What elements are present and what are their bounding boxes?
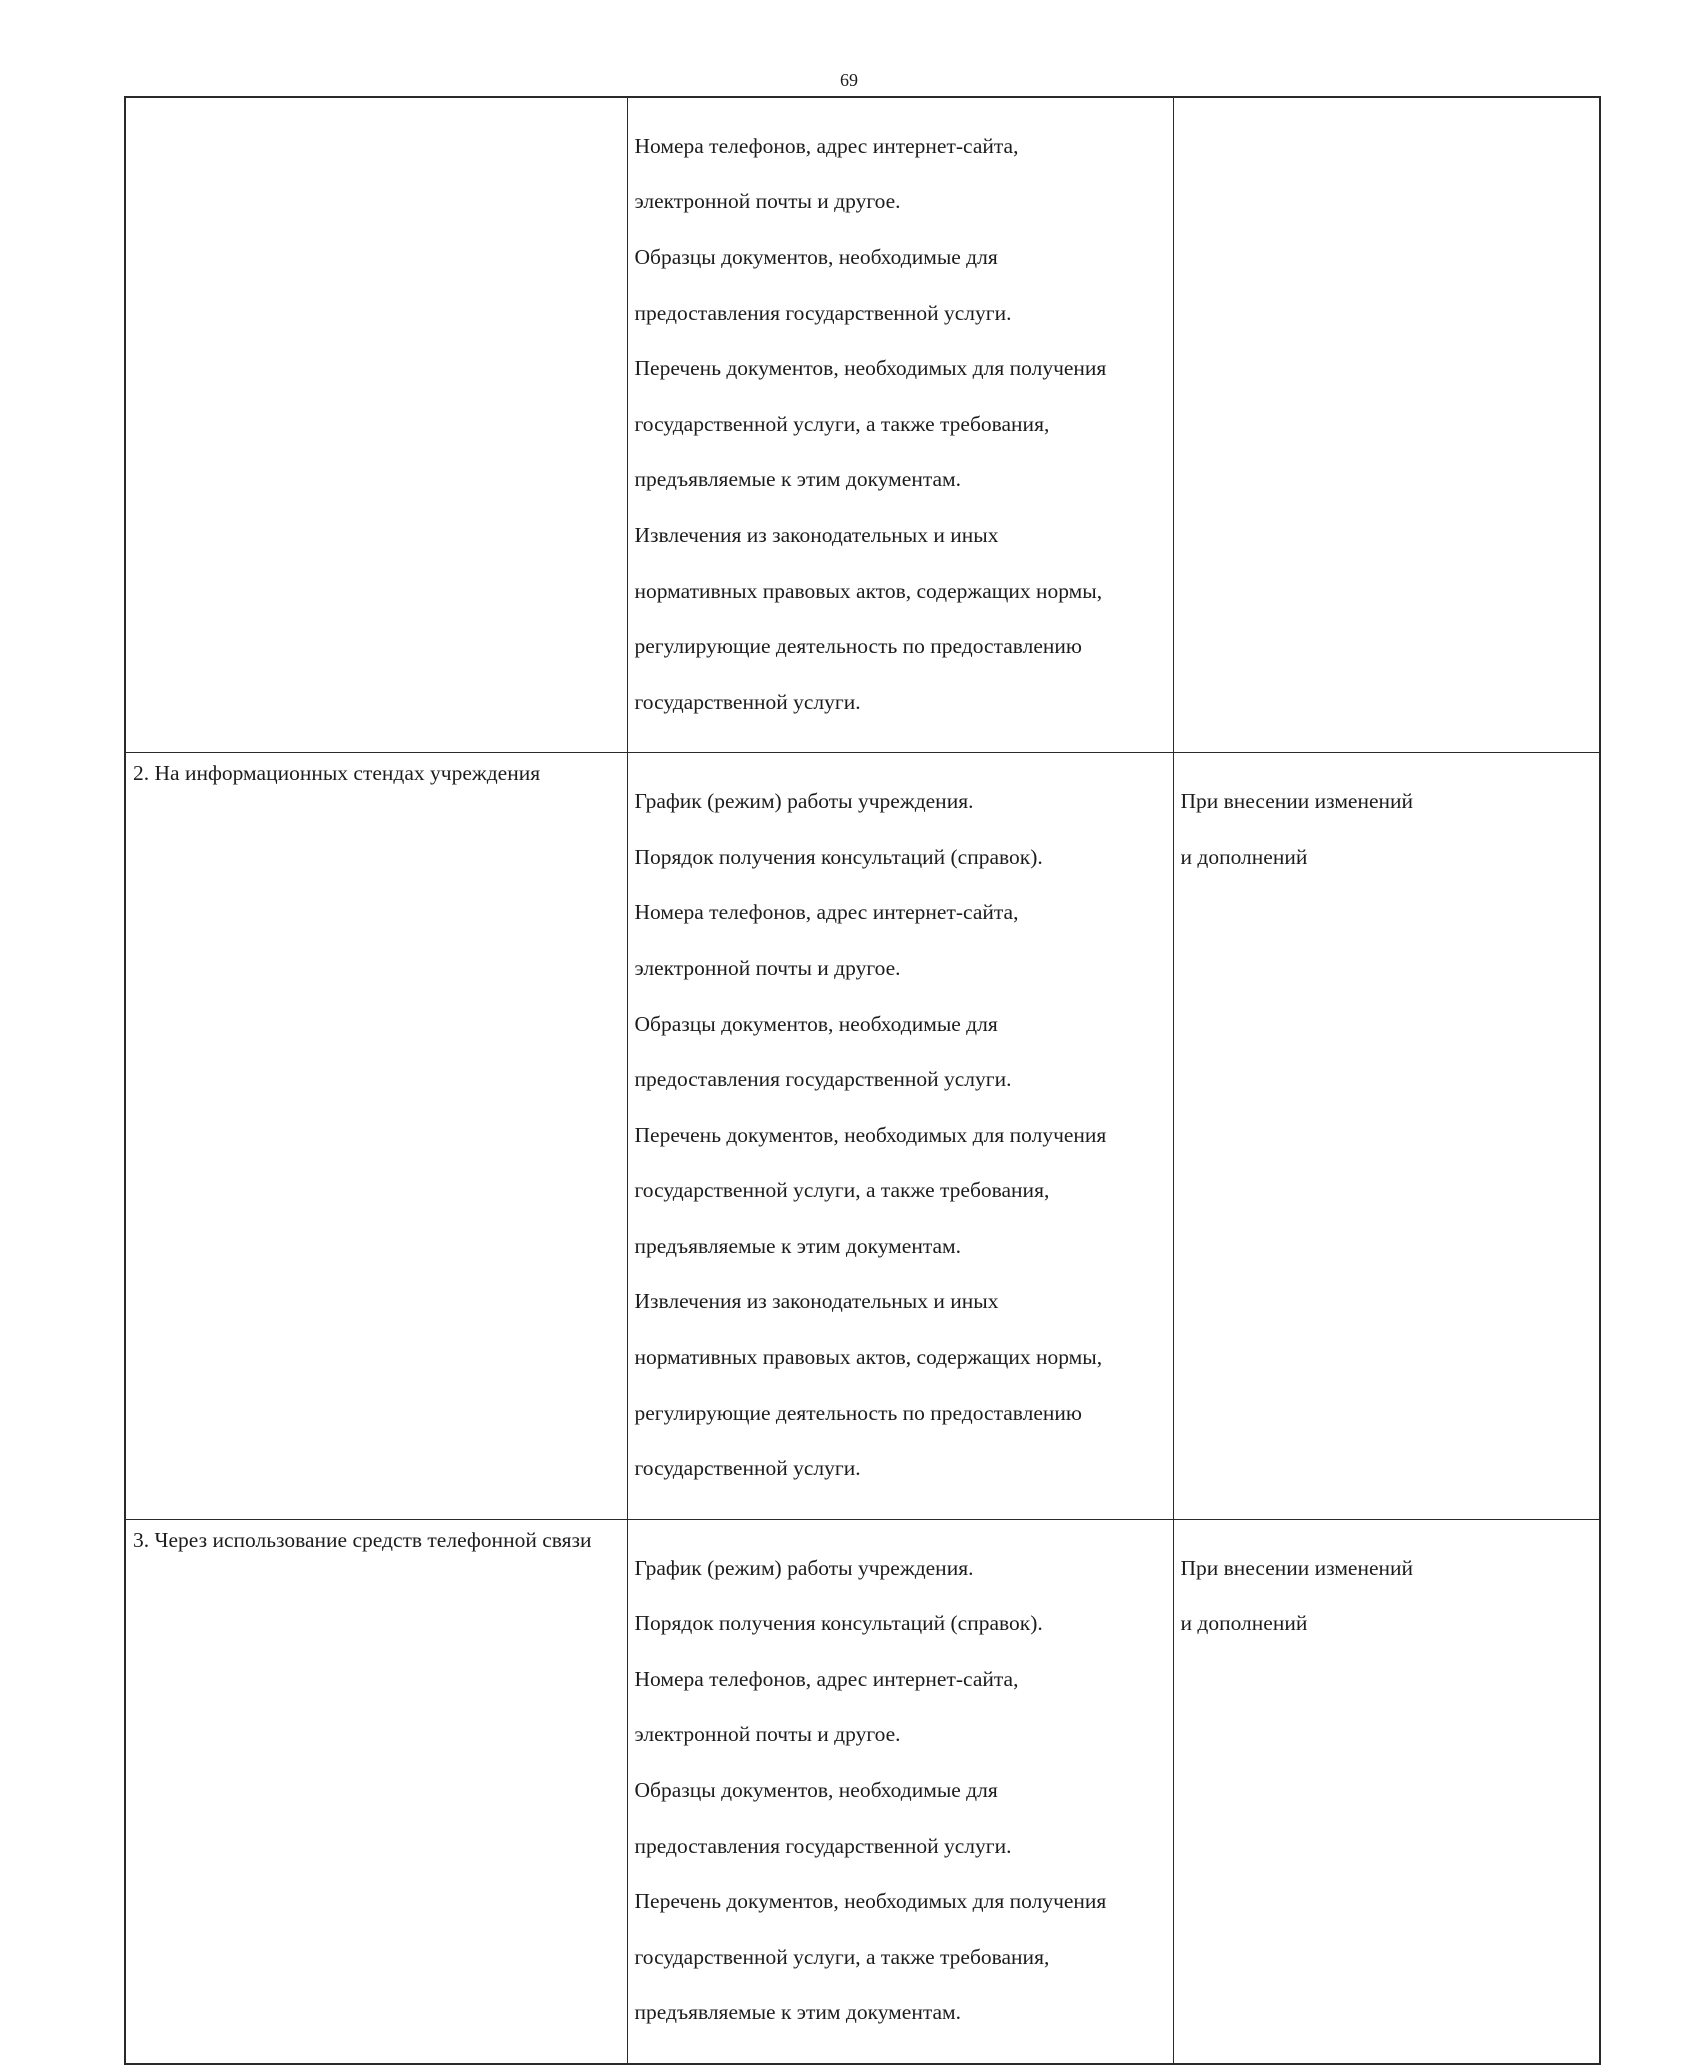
- content-line: График (режим) работы учреждения.: [634, 789, 974, 814]
- content-line: государственной услуги, а также требования,: [634, 1944, 1050, 1969]
- content-line: предоставления государственной услуги.: [634, 300, 1012, 325]
- content-cell: [627, 753, 1173, 1520]
- content-line: Перечень документов, необходимых для получения: [634, 356, 1107, 381]
- content-cell: [627, 1519, 1173, 2064]
- content-line: Перечень документов, необходимых для получения: [634, 1889, 1107, 1914]
- content-cell: [627, 97, 1173, 753]
- update-line: При внесении изменений: [1180, 789, 1414, 814]
- content-line: государственной услуги.: [634, 1456, 861, 1481]
- page-number: 69: [840, 70, 858, 90]
- content-line: Номера телефонов, адрес интернет-сайта,: [634, 900, 1019, 925]
- update-cell: [1173, 97, 1600, 753]
- table-row: [125, 753, 1600, 1520]
- method-cell: [125, 97, 627, 753]
- content-line: Порядок получения консультаций (справок).: [634, 1611, 1043, 1636]
- table-body: [125, 97, 1600, 2064]
- content-line: государственной услуги, а также требования,: [634, 411, 1050, 436]
- table-row: [125, 97, 1600, 753]
- content-line: нормативных правовых актов, содержащих нормы,: [634, 1345, 1103, 1370]
- content-line: Образцы документов, необходимые для: [634, 1011, 998, 1036]
- content-line: Образцы документов, необходимые для: [634, 244, 998, 269]
- content-line: государственной услуги, а также требования,: [634, 1178, 1050, 1203]
- update-cell: [1173, 753, 1600, 1520]
- content-line: регулирующие деятельность по предоставлению: [634, 1400, 1082, 1425]
- update-line: При внесении изменений: [1180, 1555, 1414, 1580]
- content-line: Образцы документов, необходимые для: [634, 1778, 998, 1803]
- content-line: электронной почты и другое.: [634, 1722, 901, 1747]
- content-line: Перечень документов, необходимых для получения: [634, 1122, 1107, 1147]
- content-line: Извлечения из законодательных и иных: [634, 1289, 999, 1314]
- content-line: нормативных правовых актов, содержащих нормы,: [634, 578, 1103, 603]
- content-line: предъявляемые к этим документам.: [634, 2000, 962, 2025]
- table-row: [125, 1519, 1600, 2064]
- content-line: государственной услуги.: [634, 689, 861, 714]
- content-line: Номера телефонов, адрес интернет-сайта,: [634, 133, 1019, 158]
- content-line: регулирующие деятельность по предоставлению: [634, 634, 1082, 659]
- update-cell: [1173, 1519, 1600, 2064]
- content-line: предоставления государственной услуги.: [634, 1833, 1012, 1858]
- content-line: предъявляемые к этим документам.: [634, 467, 962, 492]
- method-cell: 2. На информационных стендах учреждения: [125, 753, 627, 1520]
- content-line: предоставления государственной услуги.: [634, 1067, 1012, 1092]
- content-line: Номера телефонов, адрес интернет-сайта,: [634, 1666, 1019, 1691]
- content-line: График (режим) работы учреждения.: [634, 1555, 974, 1580]
- content-line: электронной почты и другое.: [634, 189, 901, 214]
- method-cell: 3. Через использование средств телефонной связи: [125, 1519, 627, 2064]
- content-line: электронной почты и другое.: [634, 955, 901, 980]
- content-line: предъявляемые к этим документам.: [634, 1233, 962, 1258]
- content-line: Порядок получения консультаций (справок).: [634, 844, 1043, 869]
- update-line: и дополнений: [1180, 1611, 1308, 1636]
- content-line: Извлечения из законодательных и иных: [634, 522, 999, 547]
- update-line: и дополнений: [1180, 844, 1308, 869]
- information-table: [124, 96, 1601, 2065]
